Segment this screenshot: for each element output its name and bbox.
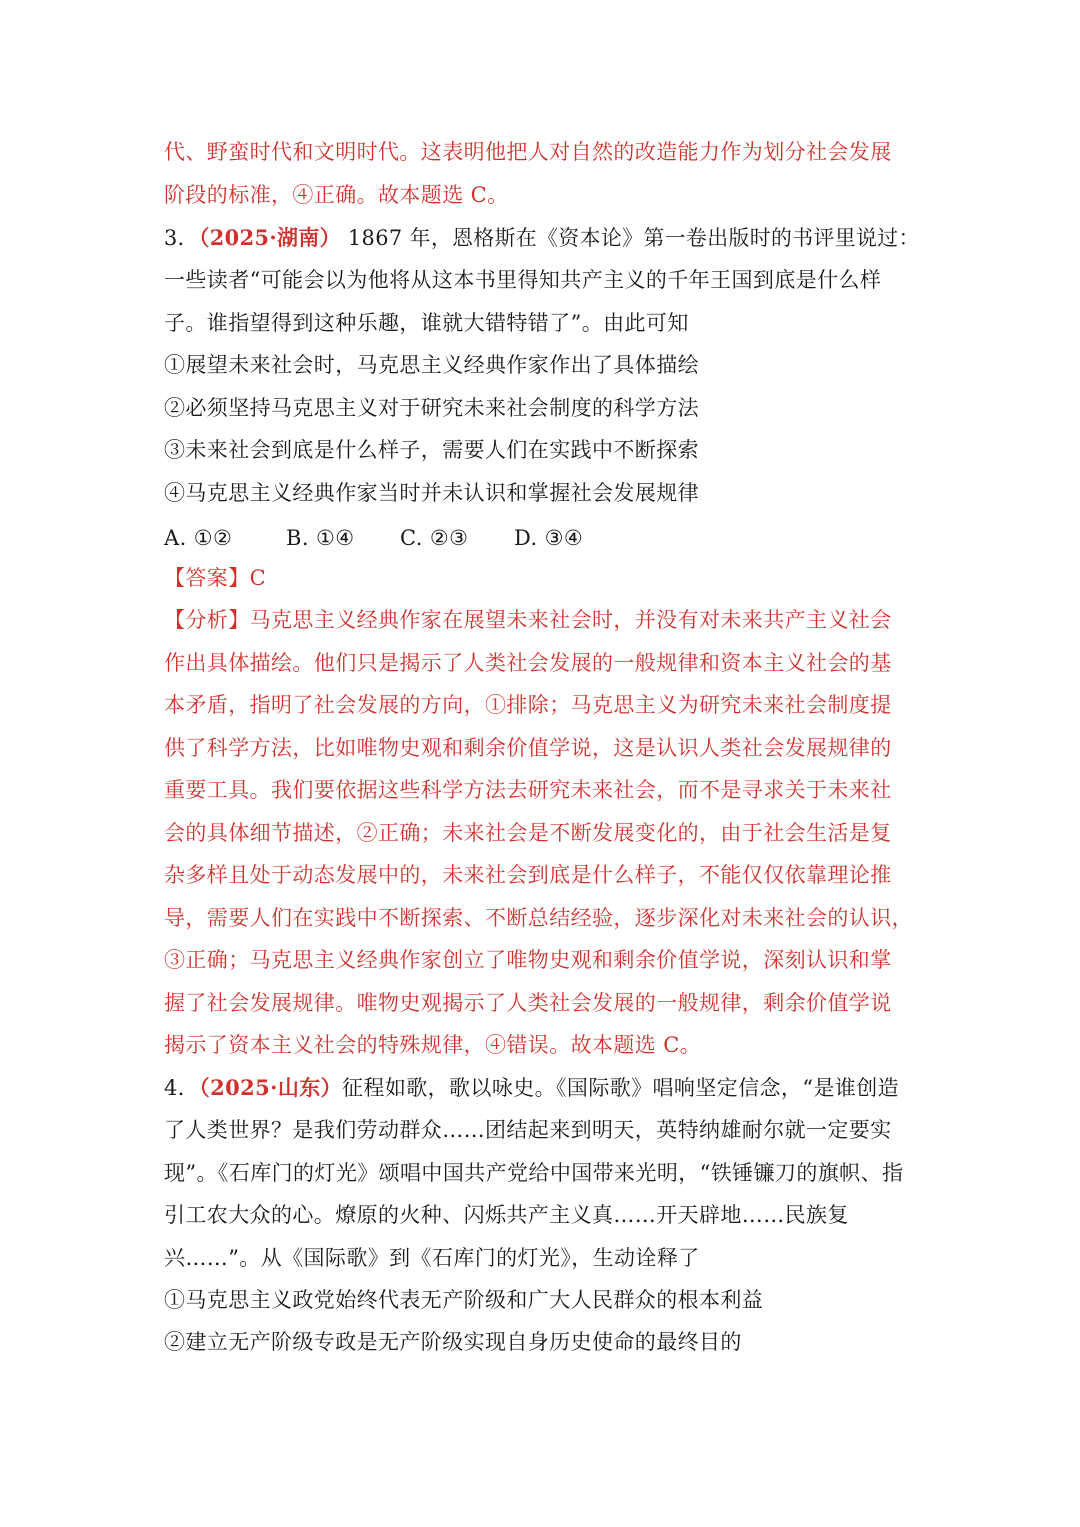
q3-analysis-line: 会的具体细节描述，②正确；未来社会是不断发展变化的，由于社会生活是复	[164, 821, 892, 845]
q3-option-c: C. ②③	[400, 526, 469, 550]
q3-analysis-line: 揭示了资本主义社会的特殊规律，④错误。故本题选 C。	[164, 1033, 702, 1057]
q4-source: （2025·山东）	[199, 1075, 343, 1100]
q4-number: 4．	[164, 1076, 200, 1100]
q3-analysis-line: ③正确；马克思主义经典作家创立了唯物史观和剩余价值学说，深刻认识和掌	[164, 948, 892, 972]
q3-stem-first: 1867 年，恩格斯在《资本论》第一卷出版时的书评里说过：	[340, 226, 920, 250]
q3-option-b: B. ①④	[286, 526, 355, 550]
q3-analysis-line: 本矛盾，指明了社会发展的方向，①排除；马克思主义为研究未来社会制度提	[164, 693, 892, 717]
q3-analysis-line: 重要工具。我们要依据这些科学方法去研究未来社会，而不是寻求关于未来社	[164, 778, 892, 802]
q3-analysis-line: 握了社会发展规律。唯物史观揭示了人类社会发展的一般规律，剩余价值学说	[164, 991, 892, 1015]
analysis-first: 马克思主义经典作家在展望未来社会时，并没有对未来共产主义社会	[249, 608, 892, 632]
q3-option-a: A. ①②	[164, 526, 233, 550]
q3-statement: ④马克思主义经典作家当时并未认识和掌握社会发展规律	[164, 481, 699, 505]
q3-statement: ①展望未来社会时，马克思主义经典作家作出了具体描绘	[164, 353, 699, 377]
analysis-label: 【分析】	[164, 608, 250, 632]
q4-stem-line: 了人类世界？是我们劳动群众……团结起来到明天，英特纳雄耐尔就一定要实	[164, 1118, 892, 1142]
q3-stem-first-line	[164, 223, 920, 253]
answer-value: C	[249, 566, 267, 590]
q3-options	[164, 523, 583, 553]
answer-label: 【答案】	[164, 566, 250, 590]
q3-number: 3．	[164, 226, 199, 250]
q3-source: （2025·湖南）	[198, 225, 341, 250]
q3-statement: ③未来社会到底是什么样子，需要人们在实践中不断探索	[164, 438, 699, 462]
q3-option-d: D. ③④	[514, 526, 584, 550]
q3-stem-line: 子。谁指望得到这种乐趣，谁就大错特错了”。由此可知	[164, 311, 689, 335]
q4-statement: ②建立无产阶级专政是无产阶级实现自身历史使命的最终目的	[164, 1330, 742, 1354]
q3-analysis-line: 作出具体描绘。他们只是揭示了人类社会发展的一般规律和资本主义社会的基	[164, 651, 892, 675]
q3-statement: ②必须坚持马克思主义对于研究未来社会制度的科学方法	[164, 396, 699, 420]
q3-answer	[164, 563, 266, 593]
q4-stem-first-line	[164, 1073, 899, 1103]
q2-analysis-line: 代、野蛮时代和文明时代。这表明他把人对自然的改造能力作为划分社会发展	[164, 140, 892, 164]
q4-statement: ①马克思主义政党始终代表无产阶级和广大人民群众的根本利益	[164, 1288, 764, 1312]
q3-analysis-line: 杂多样且处于动态发展中的，未来社会到底是什么样子，不能仅仅依靠理论推	[164, 863, 892, 887]
q4-stem-line: 兴……”。从《国际歌》到《石库门的灯光》，生动诠释了	[164, 1246, 700, 1270]
q3-analysis-first-line	[164, 605, 892, 635]
q4-stem-line: 现”。《石库门的灯光》颂唱中国共产党给中国带来光明，“铁锤镰刀的旗帜、指	[164, 1161, 904, 1185]
q4-stem-first: 征程如歌，歌以咏史。《国际歌》唱响坚定信念，“是谁创造	[342, 1076, 900, 1100]
q4-stem-line: 引工农大众的心。燎原的火种、闪烁共产主义真……开天辟地……民族复	[164, 1203, 849, 1227]
q2-analysis-line: 阶段的标准，④正确。故本题选 C。	[164, 183, 509, 207]
q3-analysis-line: 导，需要人们在实践中不断探索、不断总结经验，逐步深化对未来社会的认识，	[164, 906, 913, 930]
q3-analysis-line: 供了科学方法，比如唯物史观和剩余价值学说，这是认识人类社会发展规律的	[164, 736, 892, 760]
q3-stem-line: 一些读者“可能会以为他将从这本书里得知共产主义的千年王国到底是什么样	[164, 268, 882, 292]
